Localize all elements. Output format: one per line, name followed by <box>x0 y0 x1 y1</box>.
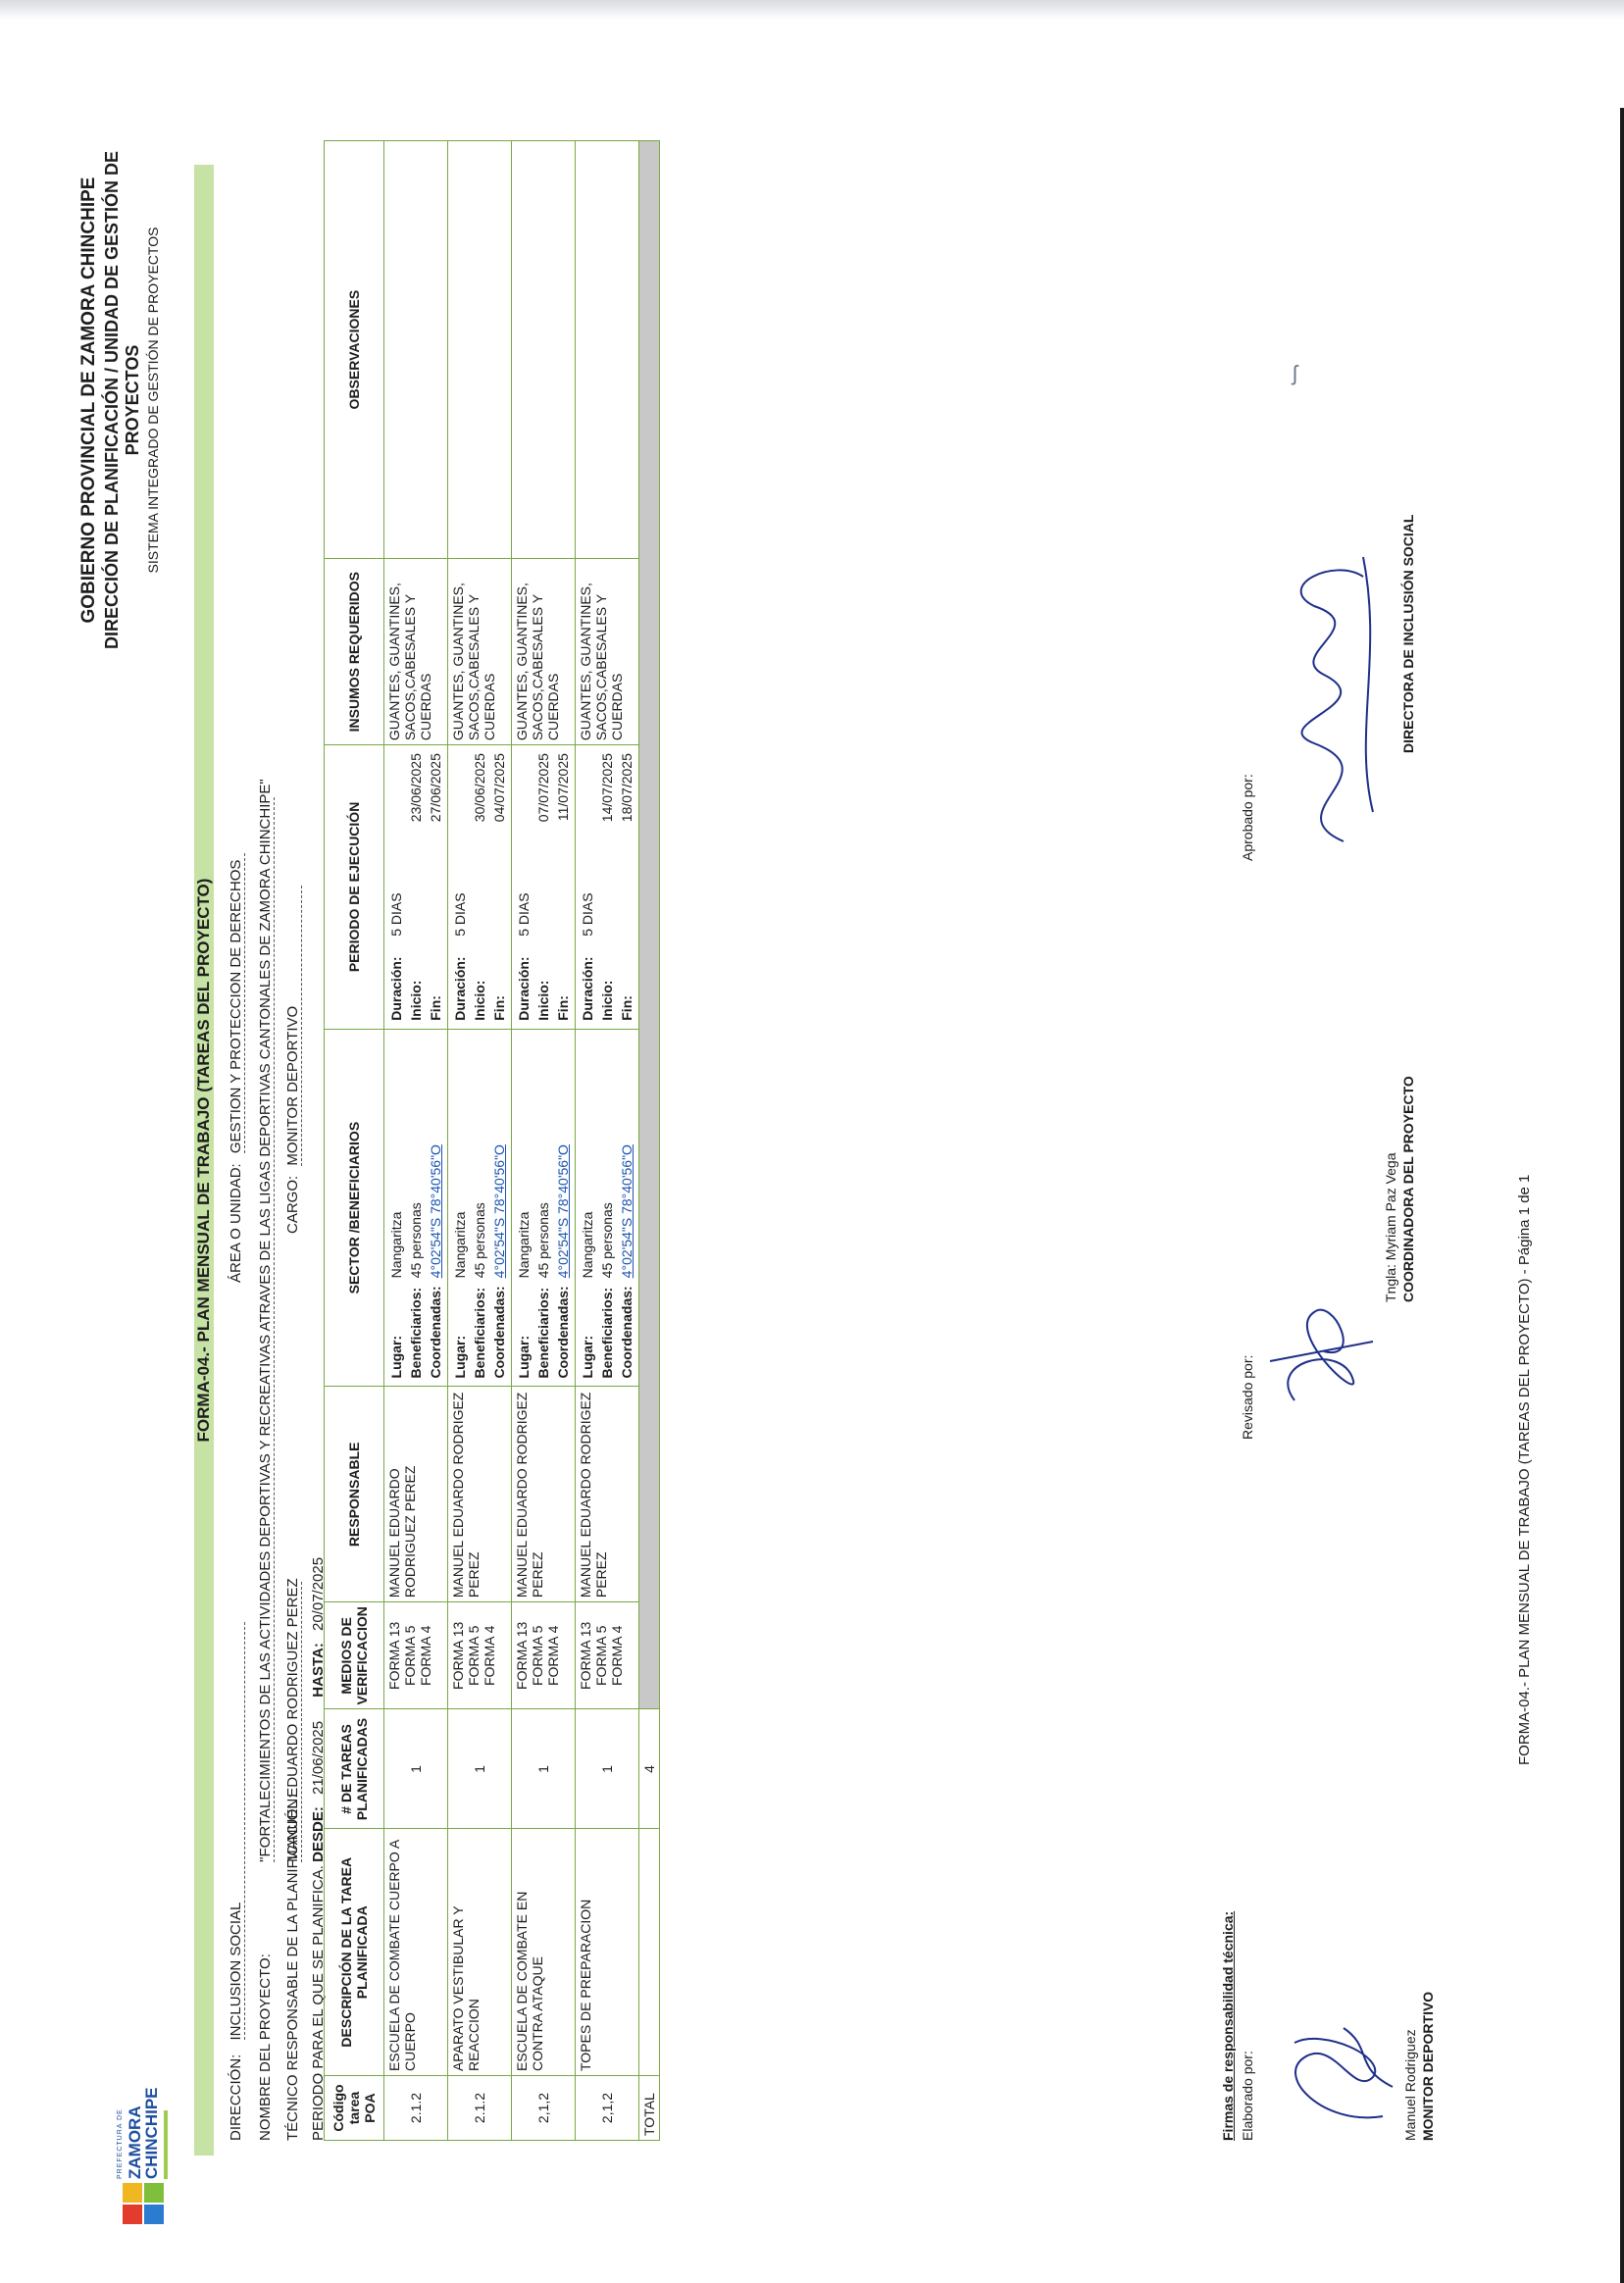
direccion-label: DIRECCIÓN: <box>228 2054 244 2141</box>
col-descripcion: DESCRIPCIÓN DE LA TAREA PLANIFICADA <box>325 1829 384 2076</box>
beneficiarios-label: Beneficiarios: <box>472 1287 487 1379</box>
elaborado-label: Elaborado por: <box>1240 2051 1255 2141</box>
codigo-cell: 2,1,2 <box>512 2076 576 2141</box>
codigo-cell: 2,1,2 <box>576 2076 639 2141</box>
medio-2: FORMA 5 <box>530 1625 545 1687</box>
revisado-label: Revisado por: <box>1240 1354 1255 1440</box>
elaborado-signature <box>1265 2008 1402 2136</box>
inicio-label: Inicio: <box>599 980 615 1021</box>
medios-cell <box>384 1602 448 1709</box>
medio-3: FORMA 4 <box>482 1625 497 1687</box>
cargo-value: MONITOR DEPORTIVO <box>284 886 302 1166</box>
table-row <box>448 141 512 2141</box>
sector-cell <box>448 1029 512 1387</box>
logo-text-line1: ZAMORA <box>126 2105 144 2179</box>
tareas-cell: 1 <box>448 1709 512 1829</box>
coordenadas-link[interactable]: 4°02'54"S 78°40'56"O <box>555 1144 571 1279</box>
fin-value: 04/07/2025 <box>491 753 507 823</box>
duracion-label: Duración: <box>580 956 595 1021</box>
area-value: GESTION Y PROTECCION DE DERECHOS <box>228 853 245 1153</box>
descripcion-cell: ESCUELA DE COMBATE CUERPO A CUERPO <box>384 1829 448 2076</box>
lugar-value: Nangaritza <box>388 1211 404 1279</box>
form-title-bar: FORMA-04.- PLAN MENSUAL DE TRABAJO (TAREAS DEL PROYECTO) <box>194 165 214 2156</box>
coordenadas-link[interactable]: 4°02'54"S 78°40'56"O <box>428 1144 443 1279</box>
tareas-cell: 1 <box>384 1709 448 1829</box>
medio-2: FORMA 5 <box>593 1625 609 1687</box>
insumos-cell: GUANTES, GUANTINES, SACOS,CABESALES Y CUERDAS <box>512 559 576 745</box>
logo-bar <box>164 2110 168 2179</box>
fin-label: Fin: <box>555 995 571 1021</box>
logo-green-square <box>144 2183 164 2203</box>
lugar-label: Lugar: <box>580 1335 595 1379</box>
insumos-cell: GUANTES, GUANTINES, SACOS,CABESALES Y CUERDAS <box>384 559 448 745</box>
tecnico-line <box>284 1578 302 2141</box>
total-filler <box>639 141 660 1709</box>
fin-value: 18/07/2025 <box>619 753 634 823</box>
revisado-signature <box>1255 1283 1383 1420</box>
responsable-cell: MANUEL EDUARDO RODRIGUEZ PEREZ <box>384 1387 448 1602</box>
proyecto-value: "FORTALECIMIENTOS DE LAS ACTIVIDADES DEPORTIVAS Y RECREATIVAS ATRAVES DE LAS LIGAS DEPORTIVAS CANTONALES DE ZAMORA CHINCHIPE" <box>257 779 274 1862</box>
coordenadas-link[interactable]: 4°02'54"S 78°40'56"O <box>491 1144 507 1279</box>
duracion-label: Duración: <box>516 956 532 1021</box>
logo-text-line2: CHINCHIPE <box>142 2087 161 2179</box>
lugar-value: Nangaritza <box>580 1211 595 1279</box>
lugar-label: Lugar: <box>452 1335 468 1379</box>
medio-3: FORMA 4 <box>545 1625 561 1687</box>
col-periodo: PERIODO DE EJECUCIÓN <box>325 745 384 1030</box>
logo-yellow-square <box>123 2183 142 2203</box>
coordenadas-label: Coordenadas: <box>555 1286 571 1379</box>
inicio-label: Inicio: <box>472 980 487 1021</box>
duracion-label: Duración: <box>452 956 468 1021</box>
duracion-value: 5 DIAS <box>580 892 595 937</box>
cargo-label: CARGO: <box>284 1175 301 1234</box>
fin-label: Fin: <box>619 995 634 1021</box>
observaciones-cell <box>448 141 512 559</box>
duracion-label: Duración: <box>388 956 404 1021</box>
direction-title: DIRECCIÓN DE PLANIFICACIÓN / UNIDAD DE GESTIÓN DE PROYECTOS <box>102 150 142 650</box>
descripcion-cell: APARATO VESTIBULAR Y REACCION <box>448 1829 512 2076</box>
responsable-cell: MANUEL EDUARDO RODRIGEZ PEREZ <box>512 1387 576 1602</box>
lugar-value: Nangaritza <box>452 1211 468 1279</box>
total-value: 4 <box>639 1709 660 1829</box>
medio-3: FORMA 4 <box>609 1625 625 1687</box>
total-row <box>639 141 660 2141</box>
col-codigo: Código tarea POA <box>325 2076 384 2141</box>
sector-cell <box>512 1029 576 1387</box>
codigo-cell: 2.1.2 <box>448 2076 512 2141</box>
aprobado-label: Aprobado por: <box>1240 774 1255 861</box>
gov-title: GOBIERNO PROVINCIAL DE ZAMORA CHINCHIPE <box>78 177 99 624</box>
inicio-label: Inicio: <box>408 980 424 1021</box>
proyecto-label: NOMBRE DEL PROYECTO: <box>257 1953 274 2141</box>
coordenadas-link[interactable]: 4°02'54"S 78°40'56"O <box>619 1144 634 1279</box>
table-header-row <box>325 141 384 2141</box>
col-tareas: # DE TAREAS PLANIFICADAS <box>325 1709 384 1829</box>
descripcion-cell: TOPES DE PREPARACION <box>576 1829 639 2076</box>
insumos-cell: GUANTES, GUANTINES, SACOS,CABESALES Y CUERDAS <box>576 559 639 745</box>
medio-2: FORMA 5 <box>402 1625 418 1687</box>
table-row <box>576 141 639 2141</box>
observaciones-cell <box>512 141 576 559</box>
tasks-table <box>324 140 660 2141</box>
system-title: SISTEMA INTEGRADO DE GESTIÓN DE PROYECTOS <box>145 227 161 574</box>
table-row <box>384 141 448 2141</box>
revisado-name: Tngla: Myriam Paz Vega <box>1383 1152 1398 1302</box>
table-row <box>512 141 576 2141</box>
beneficiarios-value: 45 personas <box>599 1202 615 1279</box>
fin-value: 11/07/2025 <box>555 753 571 822</box>
medio-1: FORMA 13 <box>514 1621 530 1690</box>
lugar-value: Nangaritza <box>516 1211 532 1279</box>
sector-cell <box>576 1029 639 1387</box>
proyecto-line <box>257 779 275 2141</box>
medio-2: FORMA 5 <box>466 1625 482 1687</box>
hasta-label: HASTA: <box>310 1643 327 1698</box>
beneficiarios-value: 45 personas <box>408 1202 424 1279</box>
beneficiarios-value: 45 personas <box>535 1202 551 1279</box>
insumos-cell: GUANTES, GUANTINES, SACOS,CABESALES Y CUERDAS <box>448 559 512 745</box>
medios-cell <box>448 1602 512 1709</box>
desde-label: DESDE: <box>310 1806 327 1862</box>
desde-value: 21/06/2025 <box>310 1720 327 1795</box>
duracion-value: 5 DIAS <box>516 892 532 937</box>
codigo-cell: 2.1.2 <box>384 2076 448 2141</box>
total-empty <box>639 1829 660 2076</box>
elaborado-role: MONITOR DEPORTIVO <box>1420 1991 1436 2141</box>
logo-red-square <box>123 2205 142 2224</box>
col-medios: MEDIOS DE VERIFICACION <box>325 1602 384 1709</box>
observaciones-cell <box>576 141 639 559</box>
lugar-label: Lugar: <box>388 1335 404 1379</box>
elaborado-name: Manuel Rodriguez <box>1402 2029 1418 2141</box>
revisado-role: COORDINADORA DEL PROYECTO <box>1400 1076 1416 1302</box>
observaciones-cell <box>384 141 448 559</box>
total-label: TOTAL <box>639 2076 660 2141</box>
medio-3: FORMA 4 <box>418 1625 433 1687</box>
fin-label: Fin: <box>428 995 443 1021</box>
fin-label: Fin: <box>491 995 507 1021</box>
periodo-cell <box>576 745 639 1030</box>
medio-1: FORMA 13 <box>578 1621 593 1690</box>
beneficiarios-value: 45 personas <box>472 1202 487 1279</box>
responsable-cell: MANUEL EDUARDO RODRIGEZ PEREZ <box>576 1387 639 1602</box>
tecnico-label: TÉCNICO RESPONSABLE DE LA PLANIFICACIÓN: <box>284 1794 301 2141</box>
periodo-cell <box>384 745 448 1030</box>
coordenadas-label: Coordenadas: <box>619 1286 634 1379</box>
tareas-cell: 1 <box>512 1709 576 1829</box>
aprobado-signature <box>1255 537 1402 851</box>
tareas-cell: 1 <box>576 1709 639 1829</box>
beneficiarios-label: Beneficiarios: <box>535 1287 551 1379</box>
descripcion-cell: ESCUELA DE COMBATE EN CONTRA ATAQUE <box>512 1829 576 2076</box>
inicio-value: 30/06/2025 <box>472 753 487 823</box>
col-insumos: INSUMOS REQUERIDOS <box>325 559 384 745</box>
hasta-value: 20/07/2025 <box>310 1556 327 1631</box>
col-responsable: RESPONSABLE <box>325 1387 384 1602</box>
inicio-value: 14/07/2025 <box>599 753 615 823</box>
sector-cell <box>384 1029 448 1387</box>
cargo-line <box>284 886 302 1234</box>
beneficiarios-label: Beneficiarios: <box>599 1287 615 1379</box>
col-sector: SECTOR /BENEFICIARIOS <box>325 1029 384 1387</box>
institution-header <box>78 106 161 694</box>
col-observaciones: OBSERVACIONES <box>325 141 384 559</box>
direccion-value: INCLUSION SOCIAL <box>228 1622 245 2040</box>
signatures-title: Firmas de responsabilidad técnica: <box>1220 1910 1236 2141</box>
lugar-label: Lugar: <box>516 1335 532 1379</box>
duracion-value: 5 DIAS <box>388 892 404 937</box>
logo-prefix: PREFECTURA DE <box>117 2108 124 2179</box>
periodo-label: PERIODO PARA EL QUE SE PLANIFICA. <box>310 1865 327 2141</box>
page-footer: FORMA-04.- PLAN MENSUAL DE TRABAJO (TAREAS DEL PROYECTO) - Página 1 de 1 <box>1516 1174 1533 1765</box>
responsable-cell: MANUEL EDUARDO RODRIGEZ PEREZ <box>448 1387 512 1602</box>
prefectura-logo <box>113 2077 181 2224</box>
area-line <box>228 853 245 1283</box>
beneficiarios-label: Beneficiarios: <box>408 1287 424 1379</box>
medio-1: FORMA 13 <box>386 1621 402 1690</box>
inicio-value: 07/07/2025 <box>535 753 551 823</box>
tecnico-value: MANUEL EDUARDO RODRIGUEZ PEREZ <box>284 1578 301 1862</box>
aprobado-role: DIRECTORA DE INCLUSIÓN SOCIAL <box>1400 514 1416 753</box>
area-label: ÁREA O UNIDAD: <box>228 1163 244 1283</box>
periodo-cell <box>512 745 576 1030</box>
duracion-value: 5 DIAS <box>452 892 468 937</box>
inicio-value: 23/06/2025 <box>408 753 424 823</box>
medio-1: FORMA 13 <box>450 1621 466 1690</box>
inicio-label: Inicio: <box>535 980 551 1021</box>
medios-cell <box>576 1602 639 1709</box>
logo-blue-square <box>144 2205 164 2224</box>
coordenadas-label: Coordenadas: <box>428 1286 443 1379</box>
coordenadas-label: Coordenadas: <box>491 1286 507 1379</box>
fin-value: 27/06/2025 <box>428 753 443 823</box>
scan-mark: ʃ <box>1293 361 1297 385</box>
periodo-cell <box>448 745 512 1030</box>
direccion-line <box>228 1622 245 2141</box>
medios-cell <box>512 1602 576 1709</box>
